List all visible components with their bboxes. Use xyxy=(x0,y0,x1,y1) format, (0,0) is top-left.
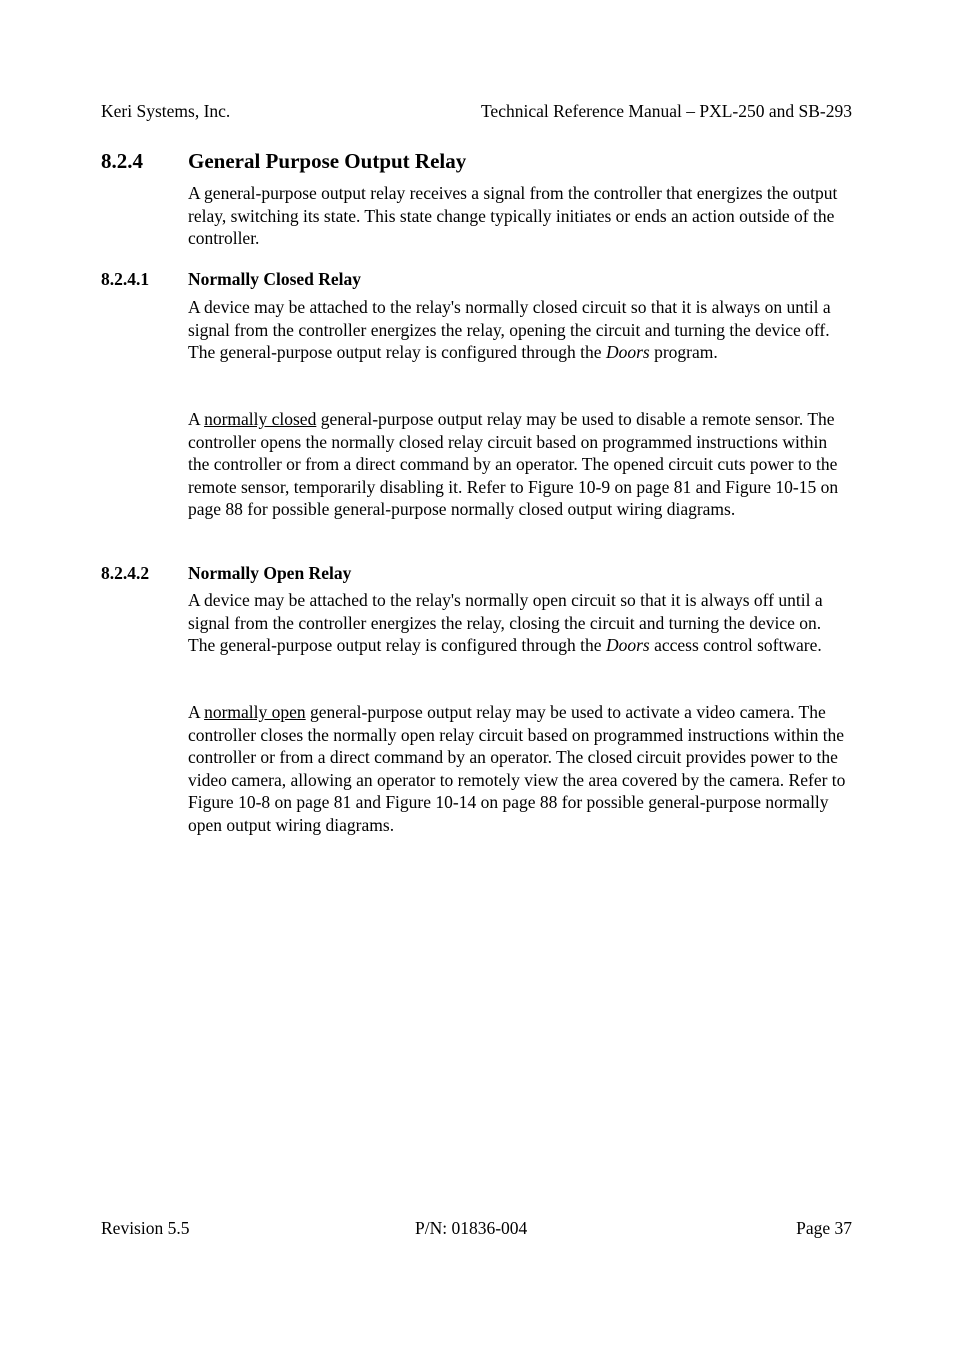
page-number: Page 37 xyxy=(796,1218,852,1238)
intro-paragraph: A general-purpose output relay receives a signal from the controller that energizes the output relay, switching its state. This state change typically initiates or ends an action outside of the controller. xyxy=(188,183,838,248)
nc-text-1 xyxy=(188,296,852,364)
text-run: access control software. xyxy=(649,635,822,655)
no-text-2 xyxy=(188,701,852,836)
subsection-number: 8.2.4.1 xyxy=(101,269,150,289)
text-run: A xyxy=(188,702,205,722)
nc-paragraph-2 xyxy=(188,408,852,521)
doors-program-name: Doors xyxy=(605,342,650,362)
text-run: A xyxy=(188,409,205,429)
nc-text-2 xyxy=(188,408,852,521)
text-run: A device may be attached to the relay's normally open circuit so that it is always off until a signal from the controller energizes the relay, closing the circuit and turning the device on. The general-purpose output relay is configured through the xyxy=(188,590,823,655)
no-text-1 xyxy=(188,589,852,657)
part-number: P/N: 01836-004 xyxy=(415,1218,528,1238)
no-paragraph-2 xyxy=(188,701,852,836)
text-run: A device may be attached to the relay's normally closed circuit so that it is always on until a signal from the controller energizes the relay, opening the circuit and turning the device off. The general-purpose output relay is configured through the xyxy=(188,297,831,362)
normally-open-term: normally open xyxy=(204,702,306,722)
subsection-title: Normally Open Relay xyxy=(188,563,352,583)
nc-paragraph-1 xyxy=(188,296,852,364)
company-name: Keri Systems, Inc. xyxy=(101,101,231,121)
manual-title: Technical Reference Manual – PXL-250 and SB-293 xyxy=(480,101,852,121)
doors-program-name: Doors xyxy=(605,635,650,655)
section-intro xyxy=(188,182,852,250)
text-run: general-purpose output relay may be used to activate a video camera. The controller closes the normally open relay circuit based on programmed instructions within the controller or from a direct command by an operator. The closed circuit provides power to the video camera, allowing an operator to remotely view the area covered by the camera. Refer to Figure 10-8 on page 81 and Figure 10-14 on page 88 for possible general-purpose normally open output wiring diagrams. xyxy=(188,702,846,835)
section-number: 8.2.4 xyxy=(101,149,143,173)
text-run: general-purpose output relay may be used to disable a remote sensor. The controller opens the normally closed relay circuit based on programmed instructions within the controller or from a direct command by an operator. The opened circuit cuts power to the remote sensor, temporarily disabling it. Refer to Figure 10-9 on page 81 and Figure 10-15 on page 88 for possible general-purpose normally closed output wiring diagrams. xyxy=(188,409,839,519)
no-paragraph-1 xyxy=(188,589,852,657)
normally-closed-term: normally closed xyxy=(204,409,317,429)
revision: Revision 5.5 xyxy=(101,1218,190,1238)
section-title: General Purpose Output Relay xyxy=(188,149,467,173)
subsection-number: 8.2.4.2 xyxy=(101,563,150,583)
subsection-title: Normally Closed Relay xyxy=(188,269,362,289)
text-run: program. xyxy=(649,342,718,362)
